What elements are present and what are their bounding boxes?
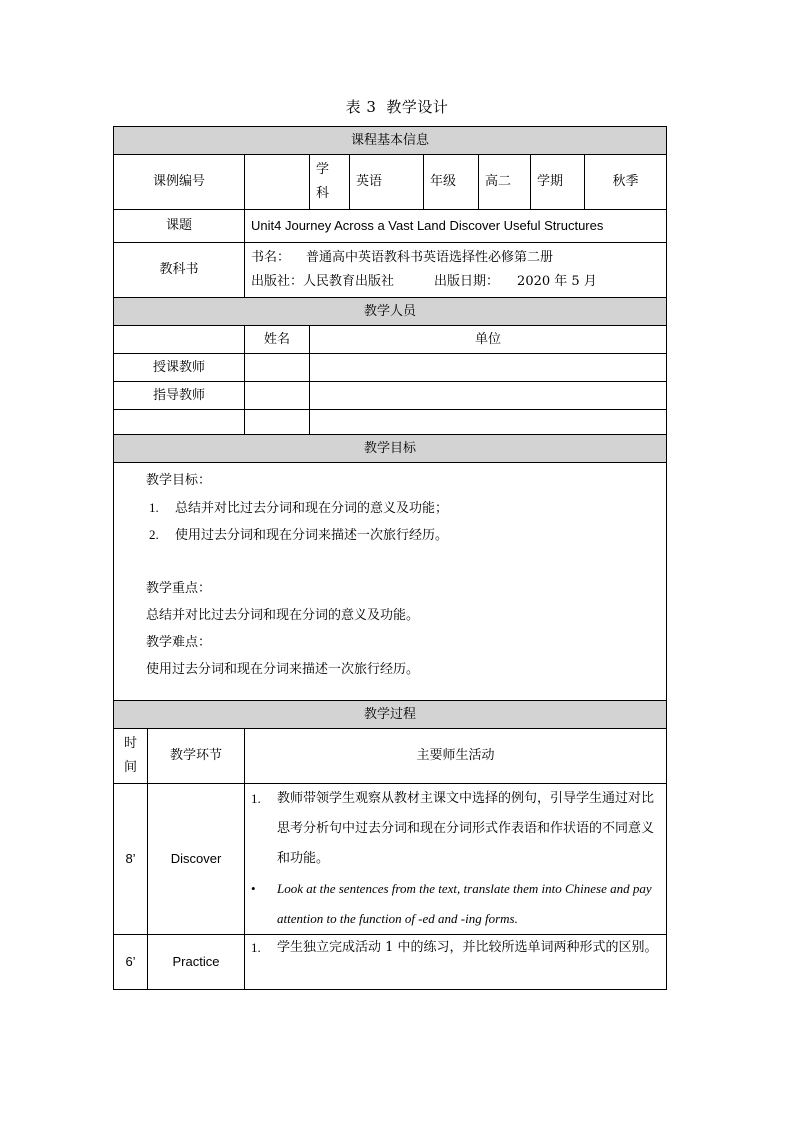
book-name-line: 书名： 普通高中英语教科书英语选择性必修第二册 [251, 250, 554, 265]
step-column-header: 教学环节 [148, 729, 245, 784]
term-value: 秋季 [585, 155, 667, 210]
textbook-info [245, 243, 667, 298]
process-header: 教学过程 [114, 701, 667, 729]
goals-label: 教学目标： [146, 473, 212, 488]
grade-label: 年级 [424, 155, 479, 210]
activity-item: • Look at the sentences from the text, translate them into Chinese and pay attention to the function of -ed and -ing forms. [251, 881, 652, 926]
staff-name-header: 姓名 [245, 326, 310, 354]
activity-column-header: 主要师生活动 [245, 729, 667, 784]
objectives-header: 教学目标 [114, 435, 667, 463]
topic-label: 课题 [114, 210, 245, 243]
activity-item: 1. 教师带领学生观察从教材主课文中选择的例句，引导学生通过对比思考分析句中过去分词和现在分词形式作表语和作状语的不同意义和功能。 [251, 791, 655, 866]
step-name: Discover [148, 784, 245, 935]
key-points-label: 教学重点： [146, 581, 212, 596]
step-activities [245, 935, 667, 990]
key-points-text: 总结并对比过去分词和现在分词的意义及功能。 [146, 608, 420, 623]
process-step-row [114, 784, 667, 935]
difficult-points-label: 教学难点： [146, 635, 212, 650]
publisher-line: 出版社：人民教育出版社 出版日期： 2020 年 5 月 [251, 274, 597, 289]
blank-line [146, 548, 666, 575]
staff-row: 授课教师 [114, 354, 667, 382]
basic-info-header: 课程基本信息 [114, 127, 667, 155]
grade-value: 高二 [479, 155, 531, 210]
lesson-design-table [113, 126, 667, 990]
step-name: Practice [148, 935, 245, 990]
subject-value: 英语 [350, 155, 424, 210]
term-label: 学期 [531, 155, 585, 210]
activity-item: 1. 学生独立完成活动 1 中的练习，并比较所选单词两种形式的区别。 [251, 940, 658, 955]
staff-role-header [114, 326, 245, 354]
table-number: 表 3 [345, 98, 377, 116]
case-number-label: 课例编号 [114, 155, 245, 210]
time-column-header: 时 间 [114, 729, 148, 784]
step-time: 6’ [114, 935, 148, 990]
table-caption: 教学设计 [386, 98, 449, 116]
objectives-content [114, 463, 667, 701]
goal-item: 1. 总结并对比过去分词和现在分词的意义及功能； [149, 500, 449, 516]
topic-value: Unit4 Journey Across a Vast Land Discover Useful Structures [245, 210, 667, 243]
process-step-row [114, 935, 667, 990]
textbook-label: 教科书 [114, 243, 245, 298]
staff-header: 教学人员 [114, 298, 667, 326]
step-activities [245, 784, 667, 935]
step-time: 8’ [114, 784, 148, 935]
document-title [0, 96, 794, 117]
difficult-points-text: 使用过去分词和现在分词来描述一次旅行经历。 [146, 662, 420, 677]
goal-item: 2. 使用过去分词和现在分词来描述一次旅行经历。 [149, 527, 449, 543]
staff-row [114, 410, 667, 435]
staff-unit-header: 单位 [310, 326, 667, 354]
subject-label: 学 科 [310, 155, 350, 210]
case-number-value [245, 155, 310, 210]
staff-row: 指导教师 [114, 382, 667, 410]
